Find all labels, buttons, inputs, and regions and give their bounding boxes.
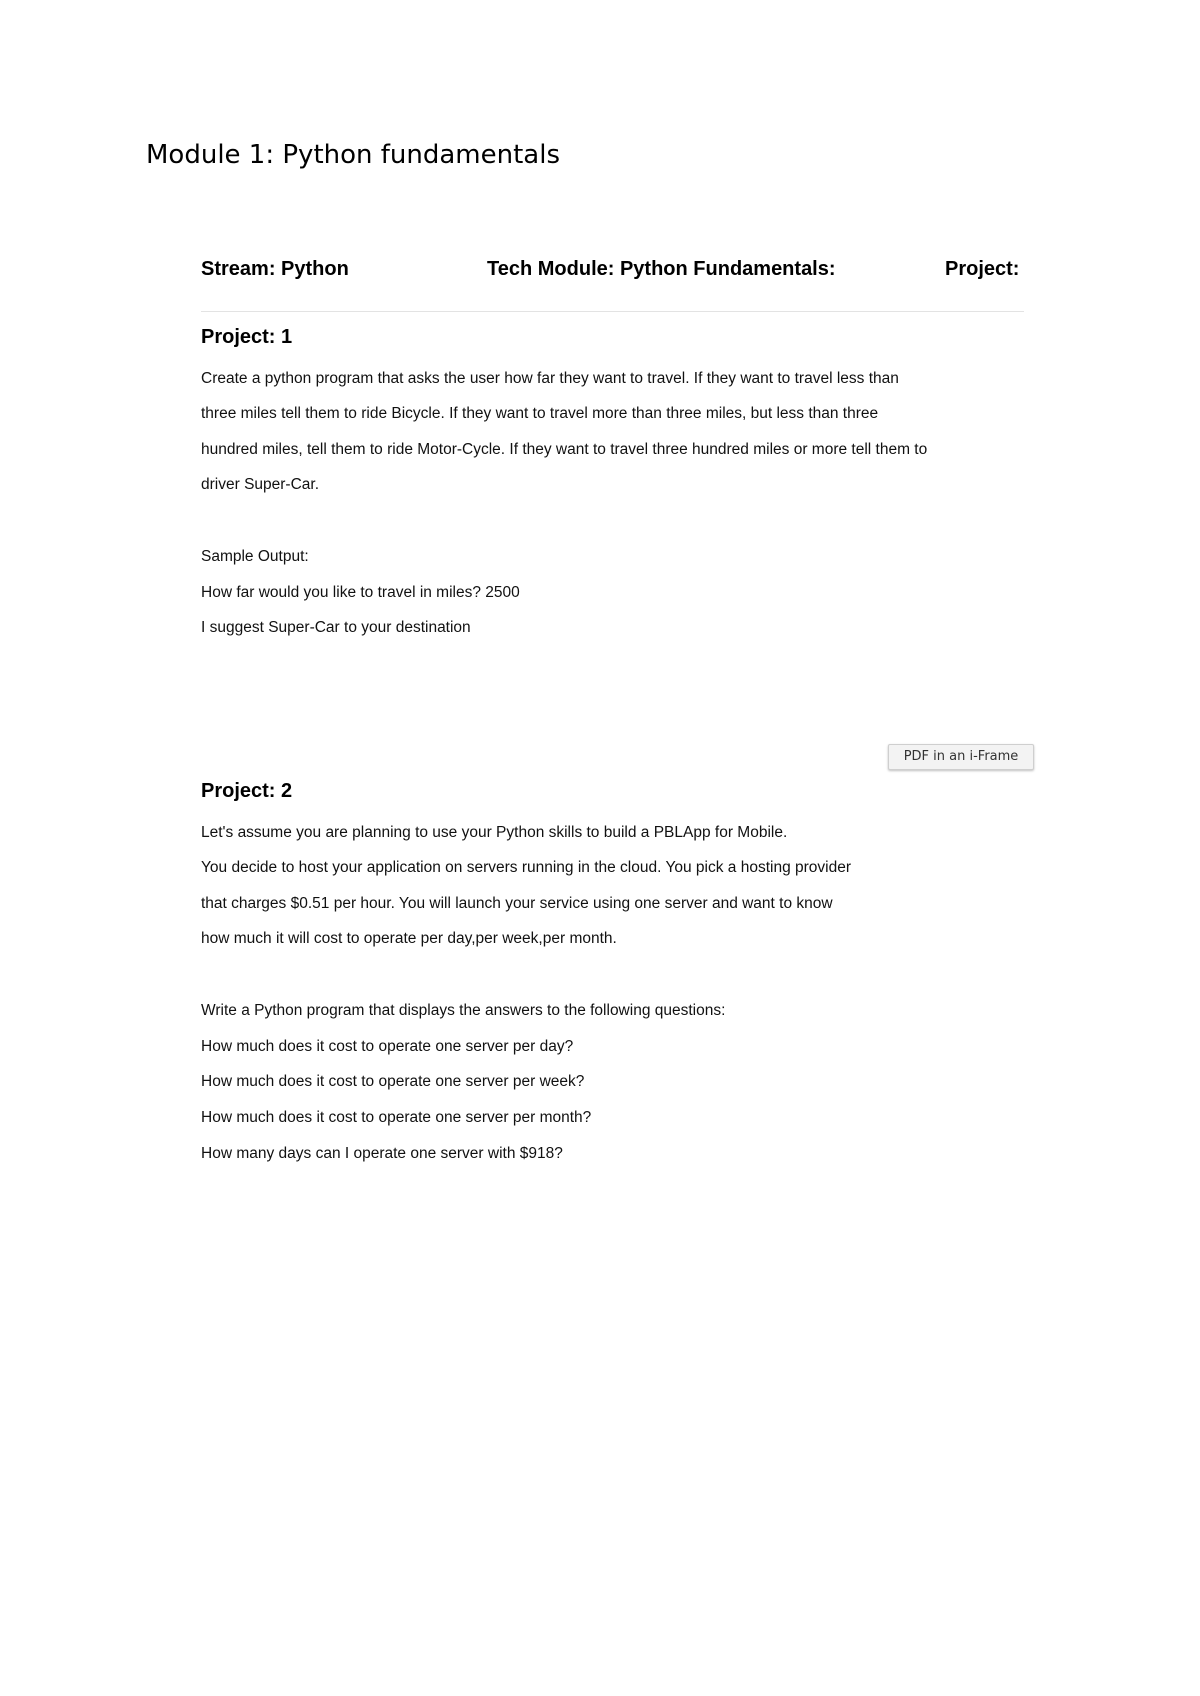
project1-line: Create a python program that asks the user how far they want to travel. If they want to travel less than <box>201 370 899 387</box>
project1-line: hundred miles, tell them to ride Motor-Cycle. If they want to travel three hundred miles or more tell them to <box>201 441 928 458</box>
pdf-iframe-button[interactable]: PDF in an i-Frame <box>888 744 1034 770</box>
header-stream: Stream: Python <box>201 258 349 280</box>
project2-title: Project: 2 <box>201 780 293 802</box>
sample-output-line: How far would you like to travel in miles? 2500 <box>201 584 520 601</box>
project2-line: Let's assume you are planning to use your Python skills to build a PBLApp for Mobile. <box>201 824 788 841</box>
sample-output-line: I suggest Super-Car to your destination <box>201 619 471 636</box>
sample-output-label: Sample Output: <box>201 548 309 565</box>
project1-line: three miles tell them to ride Bicycle. If they want to travel more than three miles, but less than three <box>201 405 879 422</box>
document-header <box>201 258 1023 288</box>
header-project: Project: <box>945 258 1020 280</box>
project1-title: Project: 1 <box>201 326 293 348</box>
question-line: How many days can I operate one server with $918? <box>201 1145 563 1162</box>
question-line: How much does it cost to operate one server per day? <box>201 1038 574 1055</box>
header-divider <box>201 311 1024 312</box>
question-line: How much does it cost to operate one server per week? <box>201 1073 585 1090</box>
project2-line: how much it will cost to operate per day,per week,per month. <box>201 930 617 947</box>
project1-line: driver Super-Car. <box>201 476 320 493</box>
header-tech-module: Tech Module: Python Fundamentals: <box>487 258 836 280</box>
project2-line: that charges $0.51 per hour. You will launch your service using one server and want to know <box>201 895 833 912</box>
question-line: How much does it cost to operate one server per month? <box>201 1109 592 1126</box>
questions-intro: Write a Python program that displays the answers to the following questions: <box>201 1002 726 1019</box>
project2-line: You decide to host your application on servers running in the cloud. You pick a hosting provider <box>201 859 851 876</box>
page-title: Module 1: Python fundamentals <box>146 140 561 170</box>
